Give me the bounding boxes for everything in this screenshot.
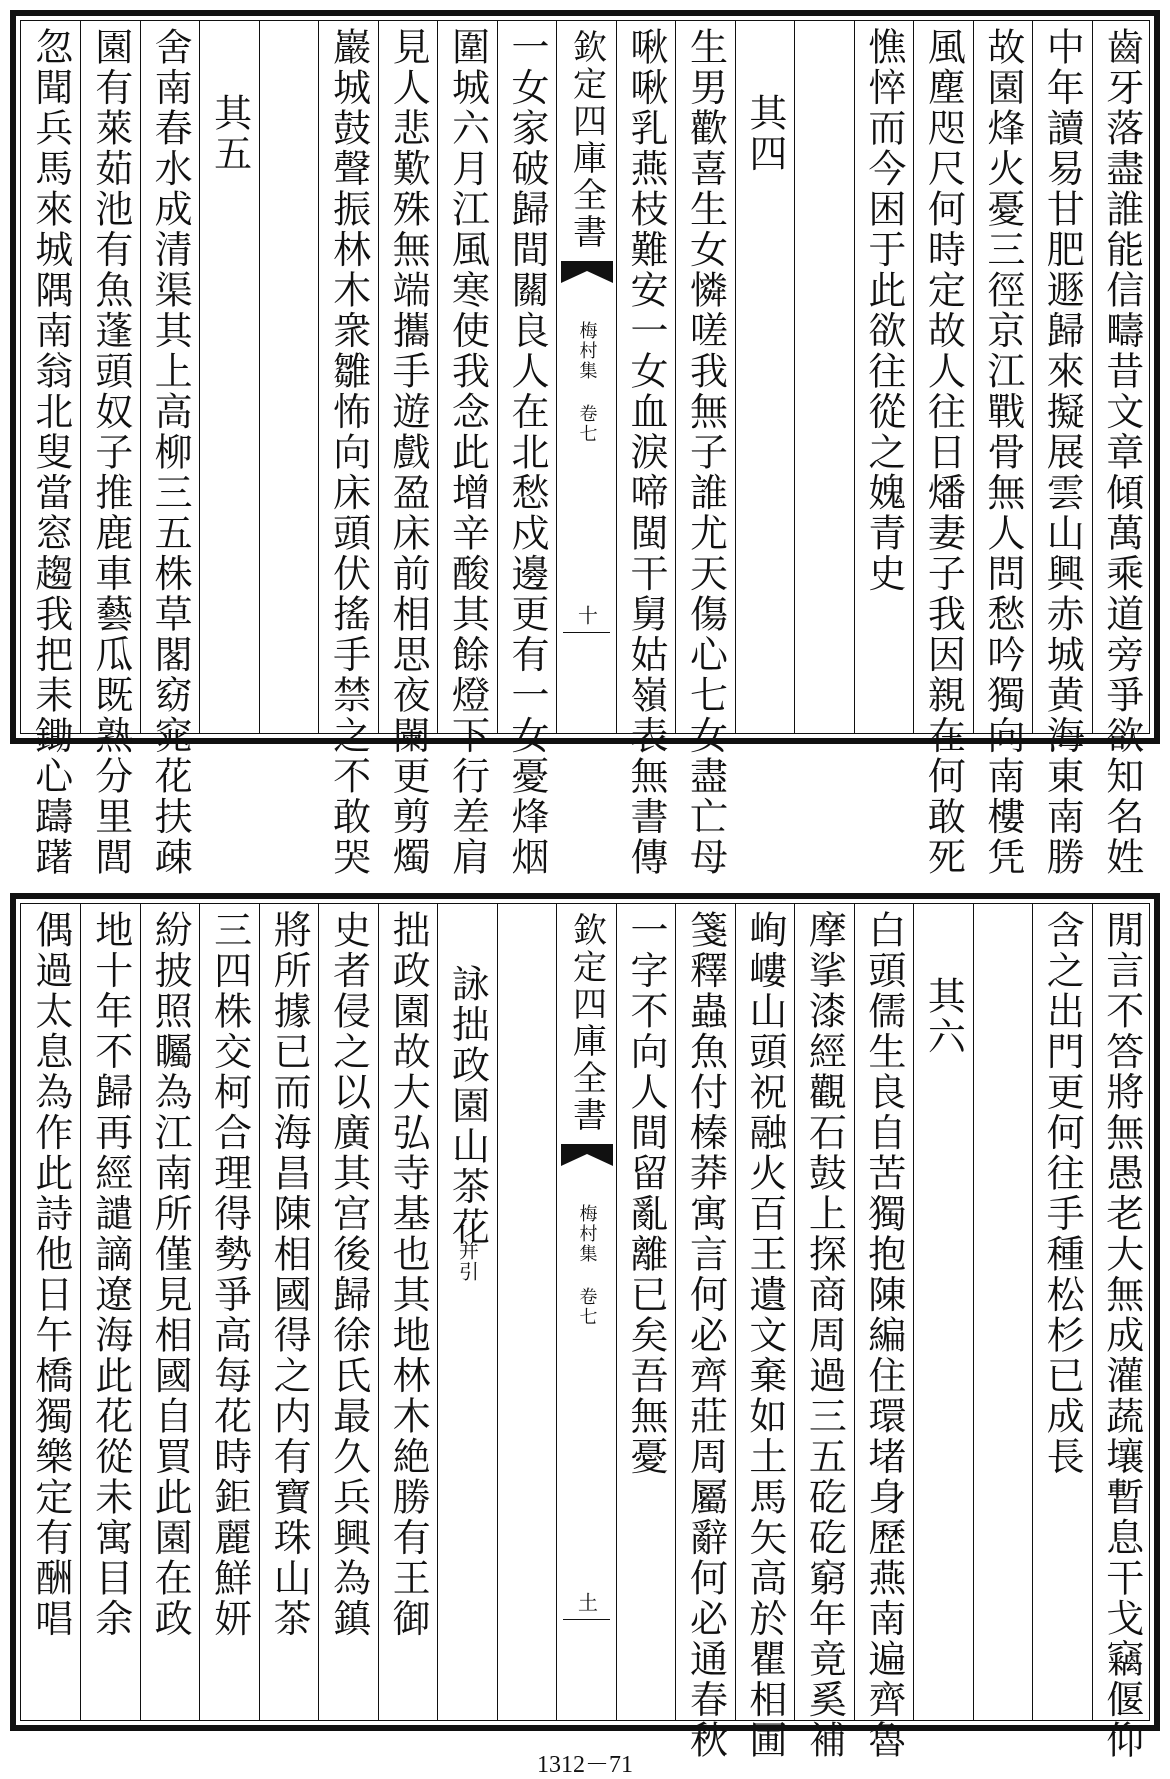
column-text: 齒牙落盡誰能信疇昔文章傾萬乘道旁爭欲知名姓 <box>1099 27 1144 878</box>
text-column <box>913 904 972 1720</box>
column-text: 摩挲漆經觀石鼓上探商周過三五矻矻窮年竟奚補 <box>802 910 847 1761</box>
text-column <box>80 904 139 1720</box>
text-column <box>140 904 199 1720</box>
text-column <box>854 21 913 733</box>
spine-volume: 梅村集 卷七 <box>576 1204 598 1327</box>
column-text: 閒言不答將無愚老大無成灌蔬壤暫息干戈竊偃仰 <box>1099 910 1144 1761</box>
text-column <box>1092 21 1151 878</box>
column-text: 見人悲歎殊無端攜手遊戲盈床前相思夜闌更剪燭 <box>386 27 431 878</box>
column-text: 史者侵之以廣其宫後歸徐氏最久兵興為鎮 <box>326 910 371 1639</box>
text-column <box>318 904 377 1720</box>
text-column <box>21 21 80 878</box>
spine-volume: 梅村集 卷七 <box>576 321 598 444</box>
column-text: 其六 <box>921 976 966 1057</box>
text-column <box>616 21 675 878</box>
text-column <box>378 21 437 878</box>
column-text: 園有萊茹池有魚蓬頭奴子推鹿車藝瓜既熟分里閭 <box>88 27 133 878</box>
text-column <box>1032 21 1091 878</box>
column-text: 生男歡喜生女憐嗟我無子誰尤天傷心七女盡亡母 <box>683 27 728 878</box>
column-text: 故園烽火憂三徑京江戰骨無人問愁吟獨向南樓凭 <box>980 27 1025 878</box>
column-text: 其五 <box>207 93 252 174</box>
text-column <box>1032 904 1091 1720</box>
text-column <box>140 21 199 878</box>
text-column <box>794 21 853 733</box>
text-column <box>259 904 318 1720</box>
column-text: 啾啾乳燕枝難安一女血淚啼閩干舅姑嶺表無書傳 <box>623 27 668 878</box>
column-text: 偶過太息為作此詩他日午橋獨樂定有酬唱 <box>28 910 73 1639</box>
text-column <box>735 904 794 1761</box>
column-text: 其四 <box>742 93 787 174</box>
text-column <box>675 21 734 878</box>
column-text: 箋釋蟲魚付榛莽寓言何必齊莊周屬辭何必通春秋 <box>683 910 728 1761</box>
column-text: 舍南春水成清渠其上高柳三五株草閣窈窕花扶疎 <box>148 27 193 878</box>
fish-tail-mark-icon <box>557 1144 617 1170</box>
spine-divider <box>563 632 609 633</box>
inline-annotation: 并引 <box>455 1240 480 1282</box>
column-text: 將所據已而海昌陳相國得之内有寶珠山茶 <box>267 910 312 1639</box>
text-column <box>437 21 496 878</box>
text-column <box>913 21 972 878</box>
column-text: 一字不向人間留亂離已矣吾無憂 <box>623 910 668 1477</box>
text-column <box>1092 904 1151 1761</box>
text-column <box>973 904 1032 1720</box>
text-column <box>259 21 318 733</box>
column-text: 拙政園故大弘寺基也其地林木絶勝有王御 <box>386 910 431 1639</box>
column-text: 中年讀易甘肥遯歸來擬展雲山興赤城黄海東南勝 <box>1040 27 1085 878</box>
text-column <box>735 21 794 733</box>
text-column <box>199 21 258 733</box>
text-column <box>497 904 556 1720</box>
column-text: 圍城六月江風寒使我念此增辛酸其餘燈下行差肩 <box>445 27 490 878</box>
text-column <box>199 904 258 1720</box>
spine-page-number: 十 <box>574 605 599 625</box>
bottom-page <box>10 893 1160 1761</box>
text-column <box>21 904 80 1720</box>
column-text: 白頭儒生良自苦獨抱陳編住環堵身歷燕南遍齊魯 <box>861 910 906 1761</box>
bottom-page-text-area <box>20 903 1150 1761</box>
text-column <box>854 904 913 1761</box>
column-text: 峋嶁山頭祝融火百王遺文棄如土馬矢高於瞿相圃 <box>742 910 787 1761</box>
column-text: 風塵咫尺何時定故人往日燔妻子我因親在何敢死 <box>921 27 966 878</box>
text-column <box>318 21 377 878</box>
column-text: 一女家破歸間關良人在北愁戍邊更有一女憂烽烟 <box>505 27 550 878</box>
spine-column <box>556 21 615 733</box>
text-column <box>437 904 496 1720</box>
text-column <box>80 21 139 878</box>
column-text: 含之出門更何往手種松杉已成長 <box>1040 910 1085 1477</box>
spine-page-number: 土 <box>574 1592 599 1612</box>
top-page-text-area <box>20 20 1150 878</box>
text-column <box>497 21 556 878</box>
column-text: 地十年不歸再經譴謫遼海此花從未寓目余 <box>88 910 133 1639</box>
text-column <box>378 904 437 1720</box>
fish-tail-mark-icon <box>557 261 617 287</box>
spine-divider <box>563 1619 609 1620</box>
spine-title: 欽定四庫全書 <box>566 29 607 251</box>
column-text: 巖城鼓聲振林木衆雛怖向床頭伏搖手禁之不敢哭 <box>326 27 371 878</box>
text-column <box>973 21 1032 878</box>
top-page <box>10 10 1160 878</box>
column-text: 紛披照矚為江南所僅見相國自買此園在政 <box>148 910 193 1639</box>
text-column <box>794 904 853 1761</box>
column-text: 三四株交柯合理得勢爭高每花時鉅麗鮮妍 <box>207 910 252 1639</box>
spine-column <box>556 904 615 1720</box>
spine-title: 欽定四庫全書 <box>566 912 607 1134</box>
column-text: 憔悴而今困于此欲往從之媿青史 <box>861 27 906 594</box>
column-text: 忽聞兵馬來城隅南翁北叟當窓趨我把耒鋤心躊躇 <box>28 27 73 878</box>
text-column <box>675 904 734 1761</box>
column-text: 詠拙政園山茶花 <box>445 964 490 1248</box>
page-footer-number: 1312－71 <box>537 1752 633 1778</box>
text-column <box>616 904 675 1720</box>
